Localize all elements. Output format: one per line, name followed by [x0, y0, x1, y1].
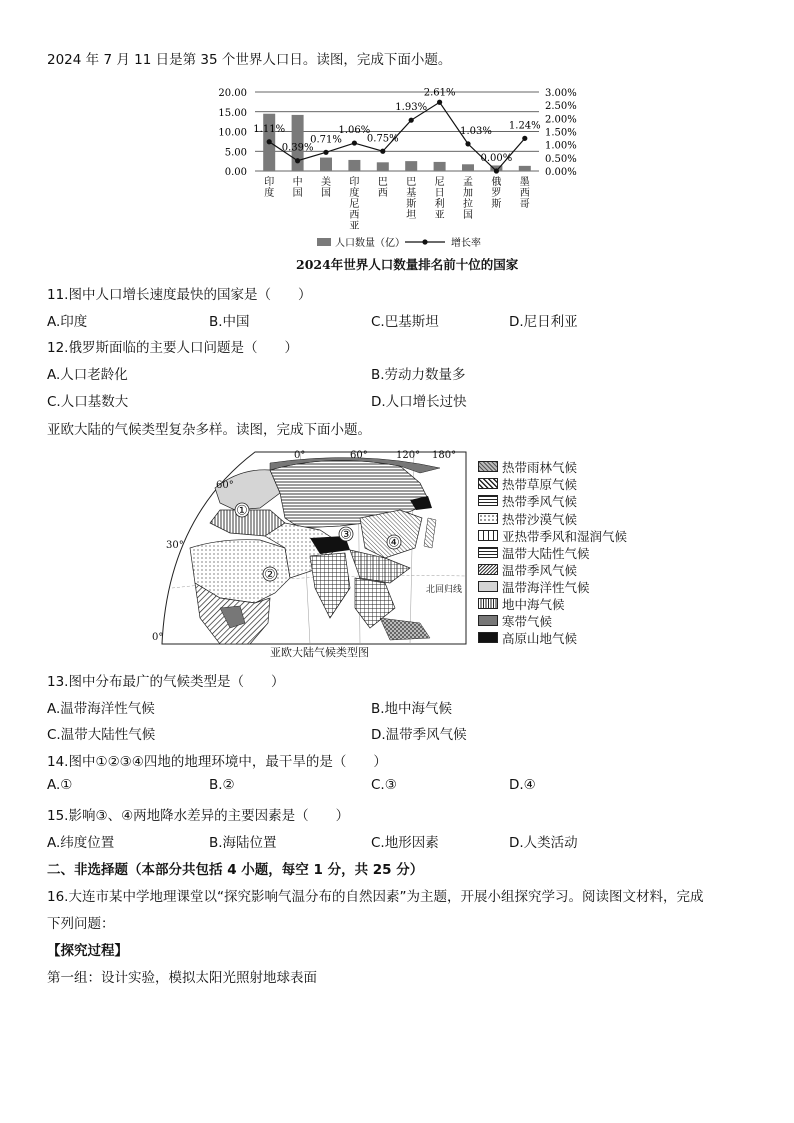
swatch-icon: [478, 495, 498, 506]
q13-option-c[interactable]: C.温带大陆性气候: [47, 727, 156, 743]
marker-2: ②: [264, 567, 276, 583]
marker-4: ④: [388, 535, 400, 551]
legend-line-marker: [422, 239, 427, 244]
y-right-tick-label: 1.50%: [545, 127, 577, 139]
growth-point: [522, 136, 527, 141]
x-tick-label: 尼: [434, 177, 445, 188]
bar: [320, 158, 332, 171]
x-tick-label: 巴: [406, 177, 417, 188]
x-tick-label: 西: [377, 188, 388, 199]
marker-1: ①: [236, 503, 248, 519]
q12-option-c[interactable]: C.人口基数大: [47, 394, 129, 410]
x-tick-label: 加: [463, 188, 473, 199]
intro-population-day: 2024 年 7 月 11 日是第 35 个世界人口日。读图，完成下面小题。: [47, 52, 452, 68]
growth-point: [494, 168, 499, 173]
bar: [462, 164, 474, 171]
q14-option-c[interactable]: C.③: [371, 777, 397, 793]
section-2-heading: 二、非选择题（本部分共包括 4 小题，每空 1 分，共 25 分）: [47, 862, 424, 878]
swatch-icon: [478, 615, 498, 626]
bar: [348, 160, 360, 171]
swatch-icon: [478, 513, 498, 524]
x-tick-label: 印: [349, 177, 360, 188]
q16-stem-line1: 16.大连市某中学地理课堂以“探究影响气温分布的自然因素”为主题，开展小组探究学习。阅读图文材料，完成: [47, 889, 704, 905]
swatch-icon: [478, 478, 498, 489]
legend-item-tropical-rainforest: 热带雨林气候: [478, 459, 577, 474]
y-right-tick-label: 2.50%: [545, 101, 577, 113]
swatch-icon: [478, 598, 498, 609]
q11-option-d[interactable]: D.尼日利亚: [509, 314, 578, 330]
x-tick-label: 巴: [377, 177, 388, 188]
x-tick-label: 度: [349, 188, 360, 199]
y-left-tick-label: 15.00: [218, 107, 247, 119]
y-axis-left-labels: [218, 88, 247, 178]
lat-label-30: 30°: [166, 540, 184, 551]
x-tick-label: 斯: [491, 199, 502, 210]
population-chart: [205, 78, 585, 274]
x-tick-label: 利: [434, 199, 445, 210]
y-left-tick-label: 20.00: [218, 88, 247, 99]
growth-data-label: 0.71%: [310, 134, 342, 146]
legend-item-temperate-oceanic: 温带海洋性气候: [478, 579, 590, 594]
x-tick-label: 中: [292, 177, 303, 188]
bar: [434, 162, 446, 171]
chart-title: 2024年世界人口数量排名前十位的国家: [296, 257, 519, 272]
lat-label-0: 0°: [152, 632, 164, 643]
x-tick-label: 罗: [491, 188, 502, 199]
growth-point: [380, 149, 385, 154]
q13-option-b[interactable]: B.地中海气候: [371, 701, 453, 717]
growth-point: [323, 150, 328, 155]
x-tick-label: 度: [264, 188, 275, 199]
y-right-tick-label: 1.00%: [545, 140, 577, 152]
legend-bar-swatch: [317, 238, 331, 246]
q13-option-d[interactable]: D.温带季风气候: [371, 727, 467, 743]
lat-label-60: 60°: [216, 480, 234, 491]
bar: [405, 161, 417, 171]
growth-point: [352, 140, 357, 145]
q14-option-d[interactable]: D.④: [509, 777, 536, 793]
bar: [519, 166, 531, 171]
growth-data-label: 0.00%: [480, 153, 513, 164]
y-left-tick-label: 5.00: [224, 147, 247, 159]
x-tick-label: 亚: [349, 221, 360, 232]
lon-label-120: 120°: [396, 450, 421, 461]
legend-bar-label: 人口数量（亿）: [335, 238, 405, 249]
q13-option-a[interactable]: A.温带海洋性气候: [47, 701, 155, 717]
legend-item-tropical-savanna: 热带草原气候: [478, 476, 577, 491]
x-tick-label: 西: [519, 188, 530, 199]
swatch-icon: [478, 632, 498, 643]
legend-item-temperate-continental: 温带大陆性气候: [478, 545, 590, 560]
swatch-icon: [478, 530, 498, 541]
growth-data-label: 2.61%: [423, 87, 456, 99]
growth-data-label: 1.24%: [508, 120, 541, 132]
growth-data-label: 1.06%: [338, 125, 371, 137]
q15-option-d[interactable]: D.人类活动: [509, 835, 578, 851]
x-tick-label: 日: [434, 188, 445, 199]
q12-stem: 12.俄罗斯面临的主要人口问题是（ ）: [47, 340, 298, 356]
growth-data-label: 1.03%: [460, 125, 492, 137]
tropic-label: 北回归线: [426, 585, 463, 595]
q11-stem: 11.图中人口增长速度最快的国家是（ ）: [47, 287, 312, 303]
map-caption: 亚欧大陆气候类型图: [270, 646, 369, 659]
swatch-icon: [478, 547, 498, 558]
q11-option-b[interactable]: B.中国: [209, 314, 250, 330]
swatch-icon: [478, 461, 498, 472]
x-tick-label: 国: [321, 188, 331, 199]
q12-option-a[interactable]: A.人口老龄化: [47, 367, 128, 383]
growth-data-label: 0.39%: [281, 142, 314, 154]
bar: [377, 162, 389, 171]
q11-option-c[interactable]: C.巴基斯坦: [371, 314, 439, 330]
q14-stem: 14.图中①②③④四地的地理环境中，最干旱的是（ ）: [47, 754, 387, 770]
x-tick-label: 基: [406, 188, 417, 199]
growth-data-label: 0.75%: [366, 133, 399, 145]
legend-item-tropical-monsoon: 热带季风气候: [478, 493, 577, 508]
q15-option-c[interactable]: C.地形因素: [371, 835, 439, 851]
y-right-tick-label: 2.00%: [545, 114, 577, 126]
eurasia-climate-map: [152, 448, 470, 648]
marker-3: ③: [340, 527, 352, 543]
y-right-tick-label: 0.50%: [545, 153, 577, 165]
x-tick-label: 拉: [463, 199, 473, 210]
x-tick-label: 斯: [406, 199, 417, 210]
legend-item-subtropical-monsoon: 亚热带季风和湿润气候: [478, 528, 627, 543]
q12-option-d[interactable]: D.人口增长过快: [371, 394, 467, 410]
growth-point: [295, 158, 300, 163]
growth-point: [437, 100, 442, 105]
x-tick-label: 国: [292, 188, 303, 199]
legend-item-tropical-desert: 热带沙漠气候: [478, 511, 577, 526]
x-tick-label: 孟: [463, 177, 473, 188]
y-right-tick-label: 3.00%: [545, 88, 577, 99]
growth-data-label: 1.93%: [395, 102, 428, 114]
q14-option-a[interactable]: A.①: [47, 777, 73, 793]
lon-label-180: 180°: [432, 450, 457, 461]
x-tick-label: 俄: [491, 177, 502, 188]
swatch-icon: [478, 581, 498, 592]
growth-point: [267, 139, 272, 144]
q16-group1: 第一组：设计实验，模拟太阳光照射地球表面: [47, 970, 317, 986]
swatch-icon: [478, 564, 498, 575]
x-tick-label: 哥: [519, 199, 530, 210]
legend-item-temperate-monsoon: 温带季风气候: [478, 562, 577, 577]
q14-option-b[interactable]: B.②: [209, 777, 235, 793]
y-right-tick-label: 0.00%: [545, 167, 577, 178]
q15-stem: 15.影响③、④两地降水差异的主要因素是（ ）: [47, 808, 350, 824]
chart-legend: [317, 236, 481, 249]
legend-item-polar: 寒带气候: [478, 613, 552, 628]
x-tick-label: 尼: [349, 199, 360, 210]
intro-eurasia-climate: 亚欧大陆的气候类型复杂多样。读图，完成下面小题。: [47, 422, 371, 438]
growth-data-label: 1.11%: [253, 123, 286, 135]
growth-point: [409, 118, 414, 123]
x-tick-label: 坦: [406, 210, 417, 221]
x-tick-label: 国: [463, 210, 473, 221]
x-tick-label: 墨: [519, 177, 530, 188]
q13-stem: 13.图中分布最广的气候类型是（ ）: [47, 674, 285, 690]
q16-process-heading: 【探究过程】: [47, 943, 128, 959]
legend-item-mediterranean: 地中海气候: [478, 596, 565, 611]
y-left-tick-label: 0.00: [224, 167, 247, 178]
y-left-tick-label: 10.00: [218, 127, 247, 139]
x-axis-labels: [264, 175, 530, 232]
q16-stem-line2: 下列问题：: [47, 916, 115, 932]
legend-line-label: 增长率: [451, 238, 481, 249]
x-tick-label: 西: [349, 210, 360, 221]
q15-option-b[interactable]: B.海陆位置: [209, 835, 277, 851]
x-tick-label: 美: [321, 177, 331, 188]
growth-point: [465, 141, 470, 146]
x-tick-label: 亚: [434, 210, 445, 221]
lon-label-0: 0°: [294, 450, 306, 461]
y-axis-right-labels: [545, 88, 577, 178]
q15-option-a[interactable]: A.纬度位置: [47, 835, 115, 851]
q12-option-b[interactable]: B.劳动力数量多: [371, 367, 466, 383]
lon-label-60: 60°: [350, 450, 368, 461]
legend-item-highland: 高原山地气候: [478, 630, 577, 645]
x-tick-label: 印: [264, 177, 275, 188]
q11-option-a[interactable]: A.印度: [47, 314, 88, 330]
